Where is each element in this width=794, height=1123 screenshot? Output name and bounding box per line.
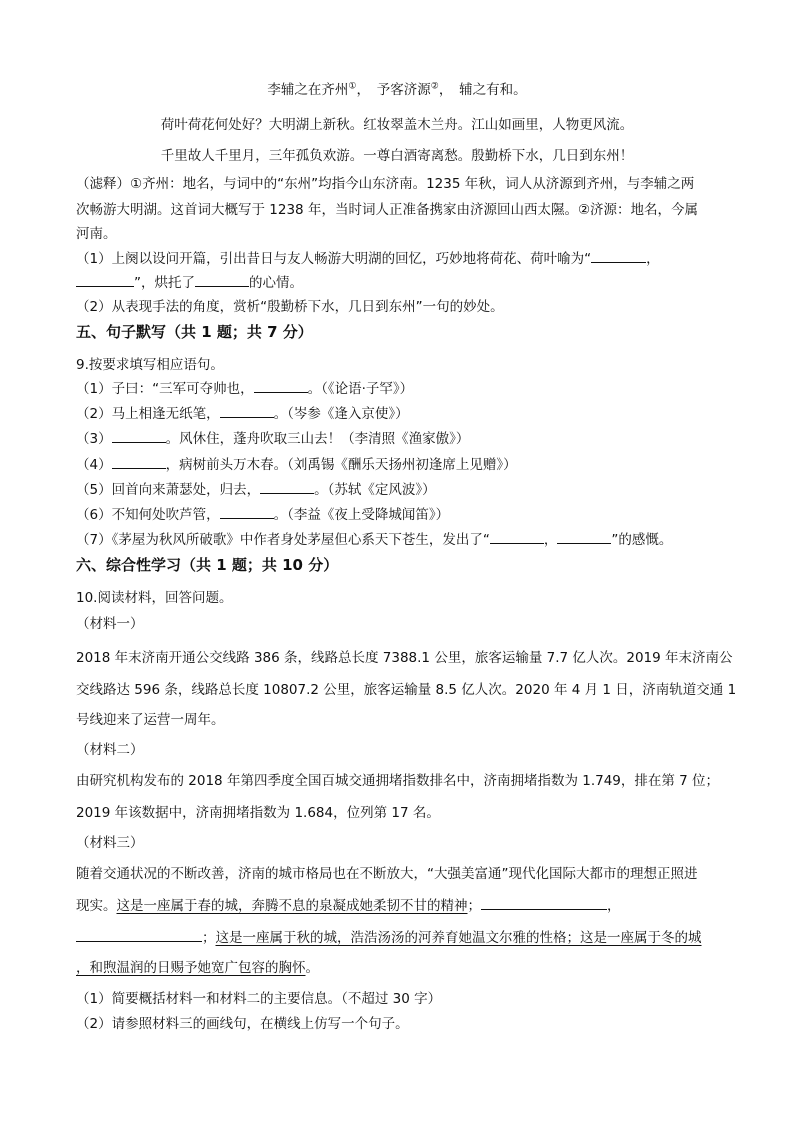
q8-sub1-text-2: ”，烘托了	[134, 275, 195, 291]
dictation-source: 。（苏轼《定风波》）	[314, 482, 436, 498]
note-marker-2: ②	[430, 81, 439, 92]
answer-blank[interactable]	[112, 456, 166, 469]
q8-sub1-comma: ，	[646, 251, 660, 267]
q10-sub1: （1）简要概括材料一和材料二的主要信息。（不超过 30 字）	[76, 991, 442, 1007]
dictation-item	[76, 505, 449, 525]
underlined-sentence: ，和煦温润的日赐予她宽广包容的胸怀	[76, 960, 306, 976]
answer-blank[interactable]	[76, 274, 134, 287]
answer-blank[interactable]	[490, 531, 544, 544]
material-2-title: （材料二）	[76, 742, 144, 758]
answer-blank[interactable]	[557, 531, 611, 544]
poem-intro-a: 李辅之在齐州	[267, 82, 349, 98]
q8-sub1-line1	[76, 249, 660, 269]
q8-sub1-text-3: 的心情。	[249, 275, 303, 291]
dictation-prompt: （4）	[76, 457, 112, 473]
answer-blank[interactable]	[220, 506, 274, 519]
dictation-item	[76, 530, 672, 550]
material-2-line-2: 2019 年该数据中，济南拥堵指数为 1.684，位列第 17 名。	[76, 805, 440, 821]
material-1-line-3: 号线迎来了运营一周年。	[76, 712, 225, 728]
dictation-prompt: （5）回首向来萧瑟处，归去，	[76, 482, 261, 498]
answer-blank[interactable]	[260, 481, 314, 494]
answer-blank[interactable]	[591, 250, 646, 263]
dictation-source: ，病树前头万木春。（刘禹锡《酬乐天扬州初逢席上见赠》）	[165, 457, 517, 473]
poem-intro-c: ， 辅之有和。	[438, 82, 527, 98]
answer-blank[interactable]	[254, 380, 308, 393]
material-3-line-3	[76, 928, 702, 948]
dictation-source: 。风休住，蓬舟吹取三山去！（李清照《渔家傲》）	[165, 431, 470, 447]
dictation-prompt: （7）《茅屋为秋风所破歌》中作者身处茅屋但心系天下苍生，发出了“	[76, 532, 490, 548]
section5-heading: 五、句子默写（共 1 题；共 7 分）	[76, 323, 313, 341]
q8-sub1-text: （1）上阕以设问开篇，引出昔日与友人畅游大明湖的回忆，巧妙地将荷花、荷叶喻为“	[76, 251, 592, 267]
poem-intro	[0, 80, 794, 100]
q10-sub2: （2）请参照材料三的画线句，在横线上仿写一个句子。	[76, 1016, 409, 1032]
notes-line-2: 次畅游大明湖。这首词大概写于 1238 年，当时词人正准备携家由济源回山西太隰。②济源：地名，今属	[76, 202, 699, 218]
material-3-line-1: 随着交通状况的不断改善，济南的城市格局也在不断放大，“大强美富通”现代化国际大都市的理想正照进	[76, 866, 698, 882]
q8-sub2: （2）从表现手法的角度，赏析“殷勤桥下水，几日到东州”一句的妙处。	[76, 299, 504, 315]
material-1-title: （材料一）	[76, 616, 144, 632]
section6-heading: 六、综合性学习（共 1 题；共 10 分）	[76, 556, 339, 574]
material-3-text: ，	[607, 898, 621, 914]
q9-stem: 9.按要求填写相应语句。	[76, 357, 224, 373]
dictation-prompt: （2）马上相逢无纸笔，	[76, 406, 220, 422]
dictation-source: 。（李益《夜上受降城闻笛》）	[273, 507, 450, 523]
dictation-prompt: （3）	[76, 431, 112, 447]
dictation-source: 。（《论语·子罕》）	[307, 381, 414, 397]
q8-sub1-line2	[76, 273, 303, 293]
material-3-line-2	[76, 896, 621, 916]
q10-stem: 10.阅读材料，回答问题。	[76, 590, 233, 606]
material-3-text: ；	[467, 898, 481, 914]
answer-blank[interactable]	[220, 405, 274, 418]
imitation-blank[interactable]	[76, 929, 202, 942]
poem-intro-b: ， 予客济源	[356, 82, 431, 98]
dictation-item	[76, 480, 436, 500]
material-1-line-2: 交线路达 596 条，线路总长度 10807.2 公里，旅客运输量 8.5 亿人次。2020 年 4 月 1 日，济南轨道交通 1	[76, 682, 737, 698]
dictation-source: ”的感慨。	[611, 532, 673, 548]
dictation-item	[76, 379, 413, 399]
poem-line-1: 荷叶荷花何处好？大明湖上新秋。红妆翠盖木兰舟。江山如画里，人物更风流。	[160, 117, 634, 133]
dictation-item	[76, 455, 517, 475]
answer-blank[interactable]	[112, 430, 166, 443]
notes-line-1: （滤释）①齐州：地名，与词中的“东州”均指今山东济南。1235 年秋，词人从济源到齐州，与李辅之两	[76, 176, 695, 192]
note-marker-1: ①	[348, 81, 357, 92]
material-3-text: ；	[202, 930, 216, 946]
dictation-source: 。（岑参《逢入京使》）	[273, 406, 409, 422]
underlined-sentence: 这是一座属于春的城，奔腾不息的泉凝成她柔韧不甘的精神	[116, 898, 468, 914]
answer-blank[interactable]	[195, 274, 249, 287]
material-2-line-1: 由研究机构发布的 2018 年第四季度全国百城交通拥堵指数排名中，济南拥堵指数为 1.749，排在第 7 位；	[76, 773, 720, 789]
underlined-sentence: 这是一座属于秋的城，浩浩汤汤的河养育她温文尔雅的性格；这是一座属于冬的城	[215, 930, 702, 946]
dictation-prompt: （1）子曰：“三军可夺帅也，	[76, 381, 254, 397]
material-3-line-4	[76, 958, 319, 978]
dictation-prompt: （6）不知何处吹芦管，	[76, 507, 220, 523]
material-3-text: 。	[305, 960, 319, 976]
dictation-comma: ，	[543, 532, 558, 548]
dictation-item	[76, 404, 409, 424]
material-1-line-1: 2018 年末济南开通公交线路 386 条，线路总长度 7388.1 公里，旅客运输量 7.7 亿人次。2019 年末济南公	[76, 650, 733, 666]
imitation-blank[interactable]	[481, 897, 607, 910]
material-3-title: （材料三）	[76, 835, 144, 851]
notes-line-3: 河南。	[76, 226, 117, 242]
poem-line-2: 千里故人千里月，三年孤负欢游。一尊白酒寄离愁。殷勤桥下水，几日到东州！	[160, 148, 634, 164]
dictation-item	[76, 429, 469, 449]
material-3-text: 现实。	[76, 898, 117, 914]
